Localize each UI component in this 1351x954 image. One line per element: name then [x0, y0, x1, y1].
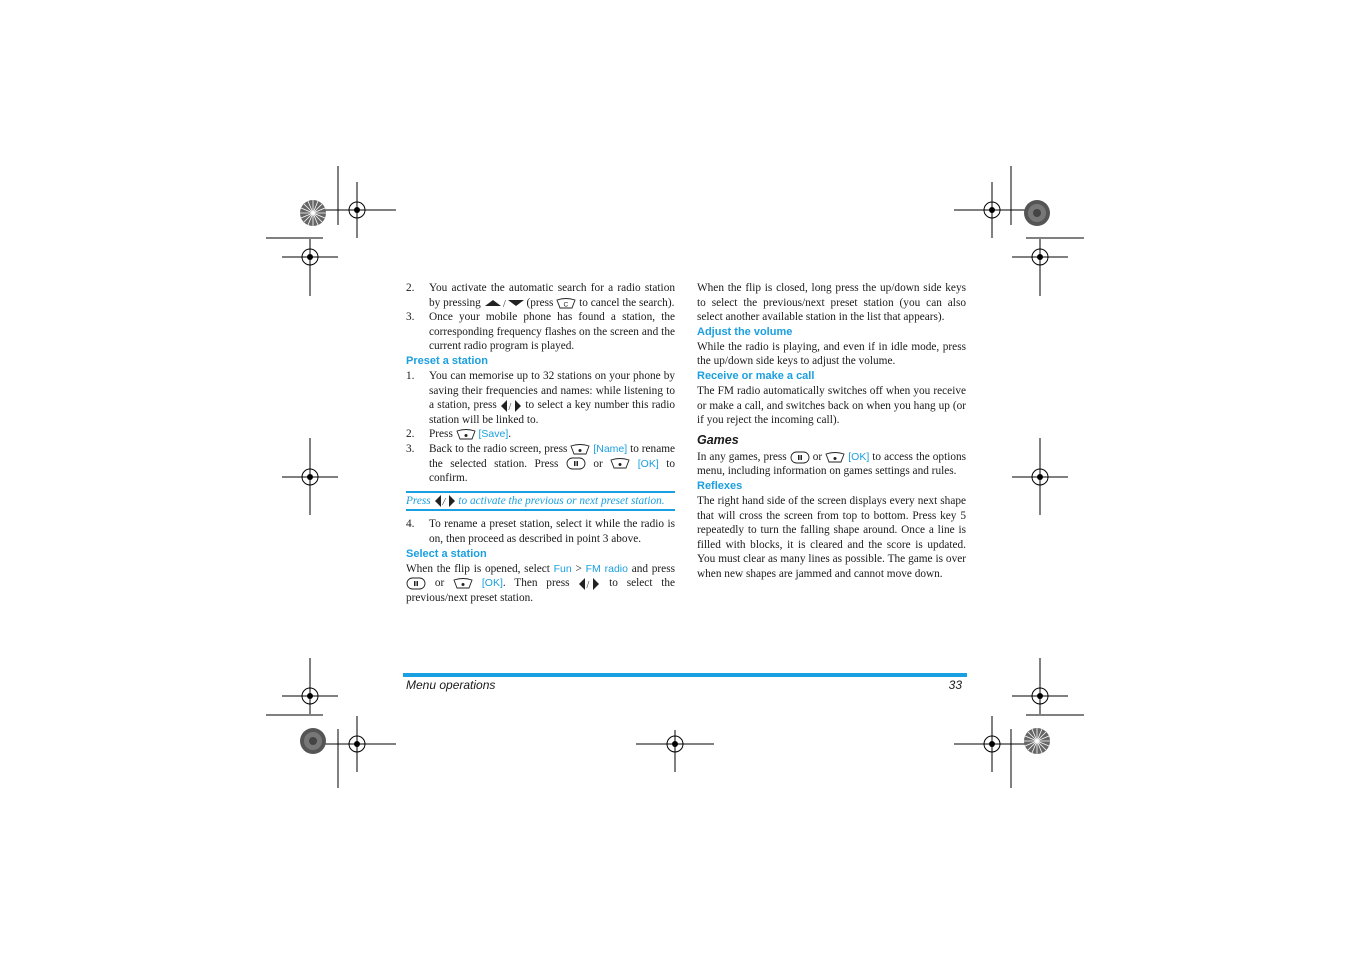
registration-mark: [1012, 239, 1068, 296]
grey-target: [300, 728, 326, 754]
svg-text:/: /: [586, 579, 590, 591]
star-target: [1024, 728, 1050, 754]
svg-text:/: /: [502, 299, 506, 308]
menu-key-icon: [406, 577, 426, 590]
footer-section-title: Menu operations: [406, 678, 496, 692]
svg-text:/: /: [442, 497, 445, 509]
list-item: [406, 427, 675, 442]
tip-box: Press / to activate the previous or next preset station.: [406, 491, 675, 512]
list-item: [406, 517, 675, 546]
list-number: 3.: [406, 311, 415, 324]
right-column: [697, 281, 966, 582]
ok-key-icon: [610, 458, 630, 469]
left-column: [406, 281, 675, 605]
flip-closed-text: When the flip is closed, long press the up/down side keys to select the previous/next preset station (you can also select another available station in the list that appears).: [697, 282, 966, 324]
list-item: [406, 442, 675, 486]
reflexes-text: The right hand side of the screen displays every next shape that will cross the screen from top to bottom. Press key 5 repeatedly to turn the falling shape around. Once a line is filled with blocks, it is cleared and the score is updated. You must clear as many lines as possible. The game is over when new shapes are jammed and cannot move down.: [697, 494, 966, 580]
registration-mark: [636, 730, 714, 772]
ok-key-icon: [825, 452, 845, 463]
volume-text: While the radio is playing, and even if in idle mode, press the up/down side keys to adjust the volume.: [697, 340, 966, 368]
select-station-text: When the flip is opened, select Fun > FM radio and press or [OK]. Then press / to select the previous/next preset station.: [406, 562, 676, 604]
list-item: [406, 369, 675, 427]
star-target: [300, 200, 326, 226]
games-text: In any games, press or [OK] to access the options menu, including information on games settings and rules.: [697, 450, 967, 478]
list-number: 3.: [406, 442, 415, 455]
ok-key-icon: [453, 578, 473, 589]
list-text: To rename a preset station, select it while the radio is on, then proceed as described in point 3 above.: [429, 518, 675, 545]
list-text: You can memorise up to 32 stations on your phone by saving their frequencies and names: while listening to a station, press / to select a key number this radio station will be linked to.: [429, 369, 675, 426]
heading-reflexes: Reflexes: [697, 479, 743, 492]
footer-rule: [403, 673, 967, 677]
heading-adjust-volume: Adjust the volume: [697, 325, 793, 338]
list-number: 2.: [406, 282, 415, 294]
list-text: You activate the automatic search for a radio station by pressing / (press C to cancel the search).: [429, 282, 675, 309]
page-number: 33: [948, 678, 962, 692]
left-right-arrow-icon: [578, 577, 600, 591]
list-text: Back to the radio screen, press [Name] to rename the selected station. Press or [OK] to confirm.: [429, 442, 676, 485]
list-text: Press [Save].: [429, 428, 512, 441]
c-key-icon: [556, 298, 576, 309]
list-text: Once your mobile phone has found a station, the corresponding frequency flashes on the screen and the current radio program is played.: [429, 311, 675, 353]
left-right-arrow-icon: [434, 494, 456, 508]
grey-target: [1024, 200, 1050, 226]
list-number: 4.: [406, 518, 415, 531]
svg-text:/: /: [508, 401, 512, 413]
menu-key-icon: [566, 457, 586, 470]
list-item: [406, 310, 675, 354]
ok-key-icon: [570, 444, 590, 455]
menu-key-icon: [790, 451, 810, 464]
list-number: 2.: [406, 428, 415, 441]
left-right-arrow-icon: [500, 399, 522, 413]
list-number: 1.: [406, 369, 415, 382]
heading-select-station: Select a station: [406, 547, 487, 560]
heading-receive-call: Receive or make a call: [697, 369, 815, 382]
section-title-games: Games: [697, 432, 739, 447]
heading-preset-station: Preset a station: [406, 354, 488, 367]
ok-key-icon: [456, 429, 476, 440]
svg-text:C: C: [563, 301, 569, 308]
registration-mark: [1012, 658, 1068, 714]
registration-mark: [282, 658, 338, 714]
list-item: [406, 281, 675, 310]
call-text: The FM radio automatically switches off when you receive or make a call, and switches back on when you hang up (or if you reject the incoming call).: [697, 384, 966, 427]
registration-mark: [282, 239, 338, 296]
up-down-arrow-icon: [484, 298, 524, 308]
